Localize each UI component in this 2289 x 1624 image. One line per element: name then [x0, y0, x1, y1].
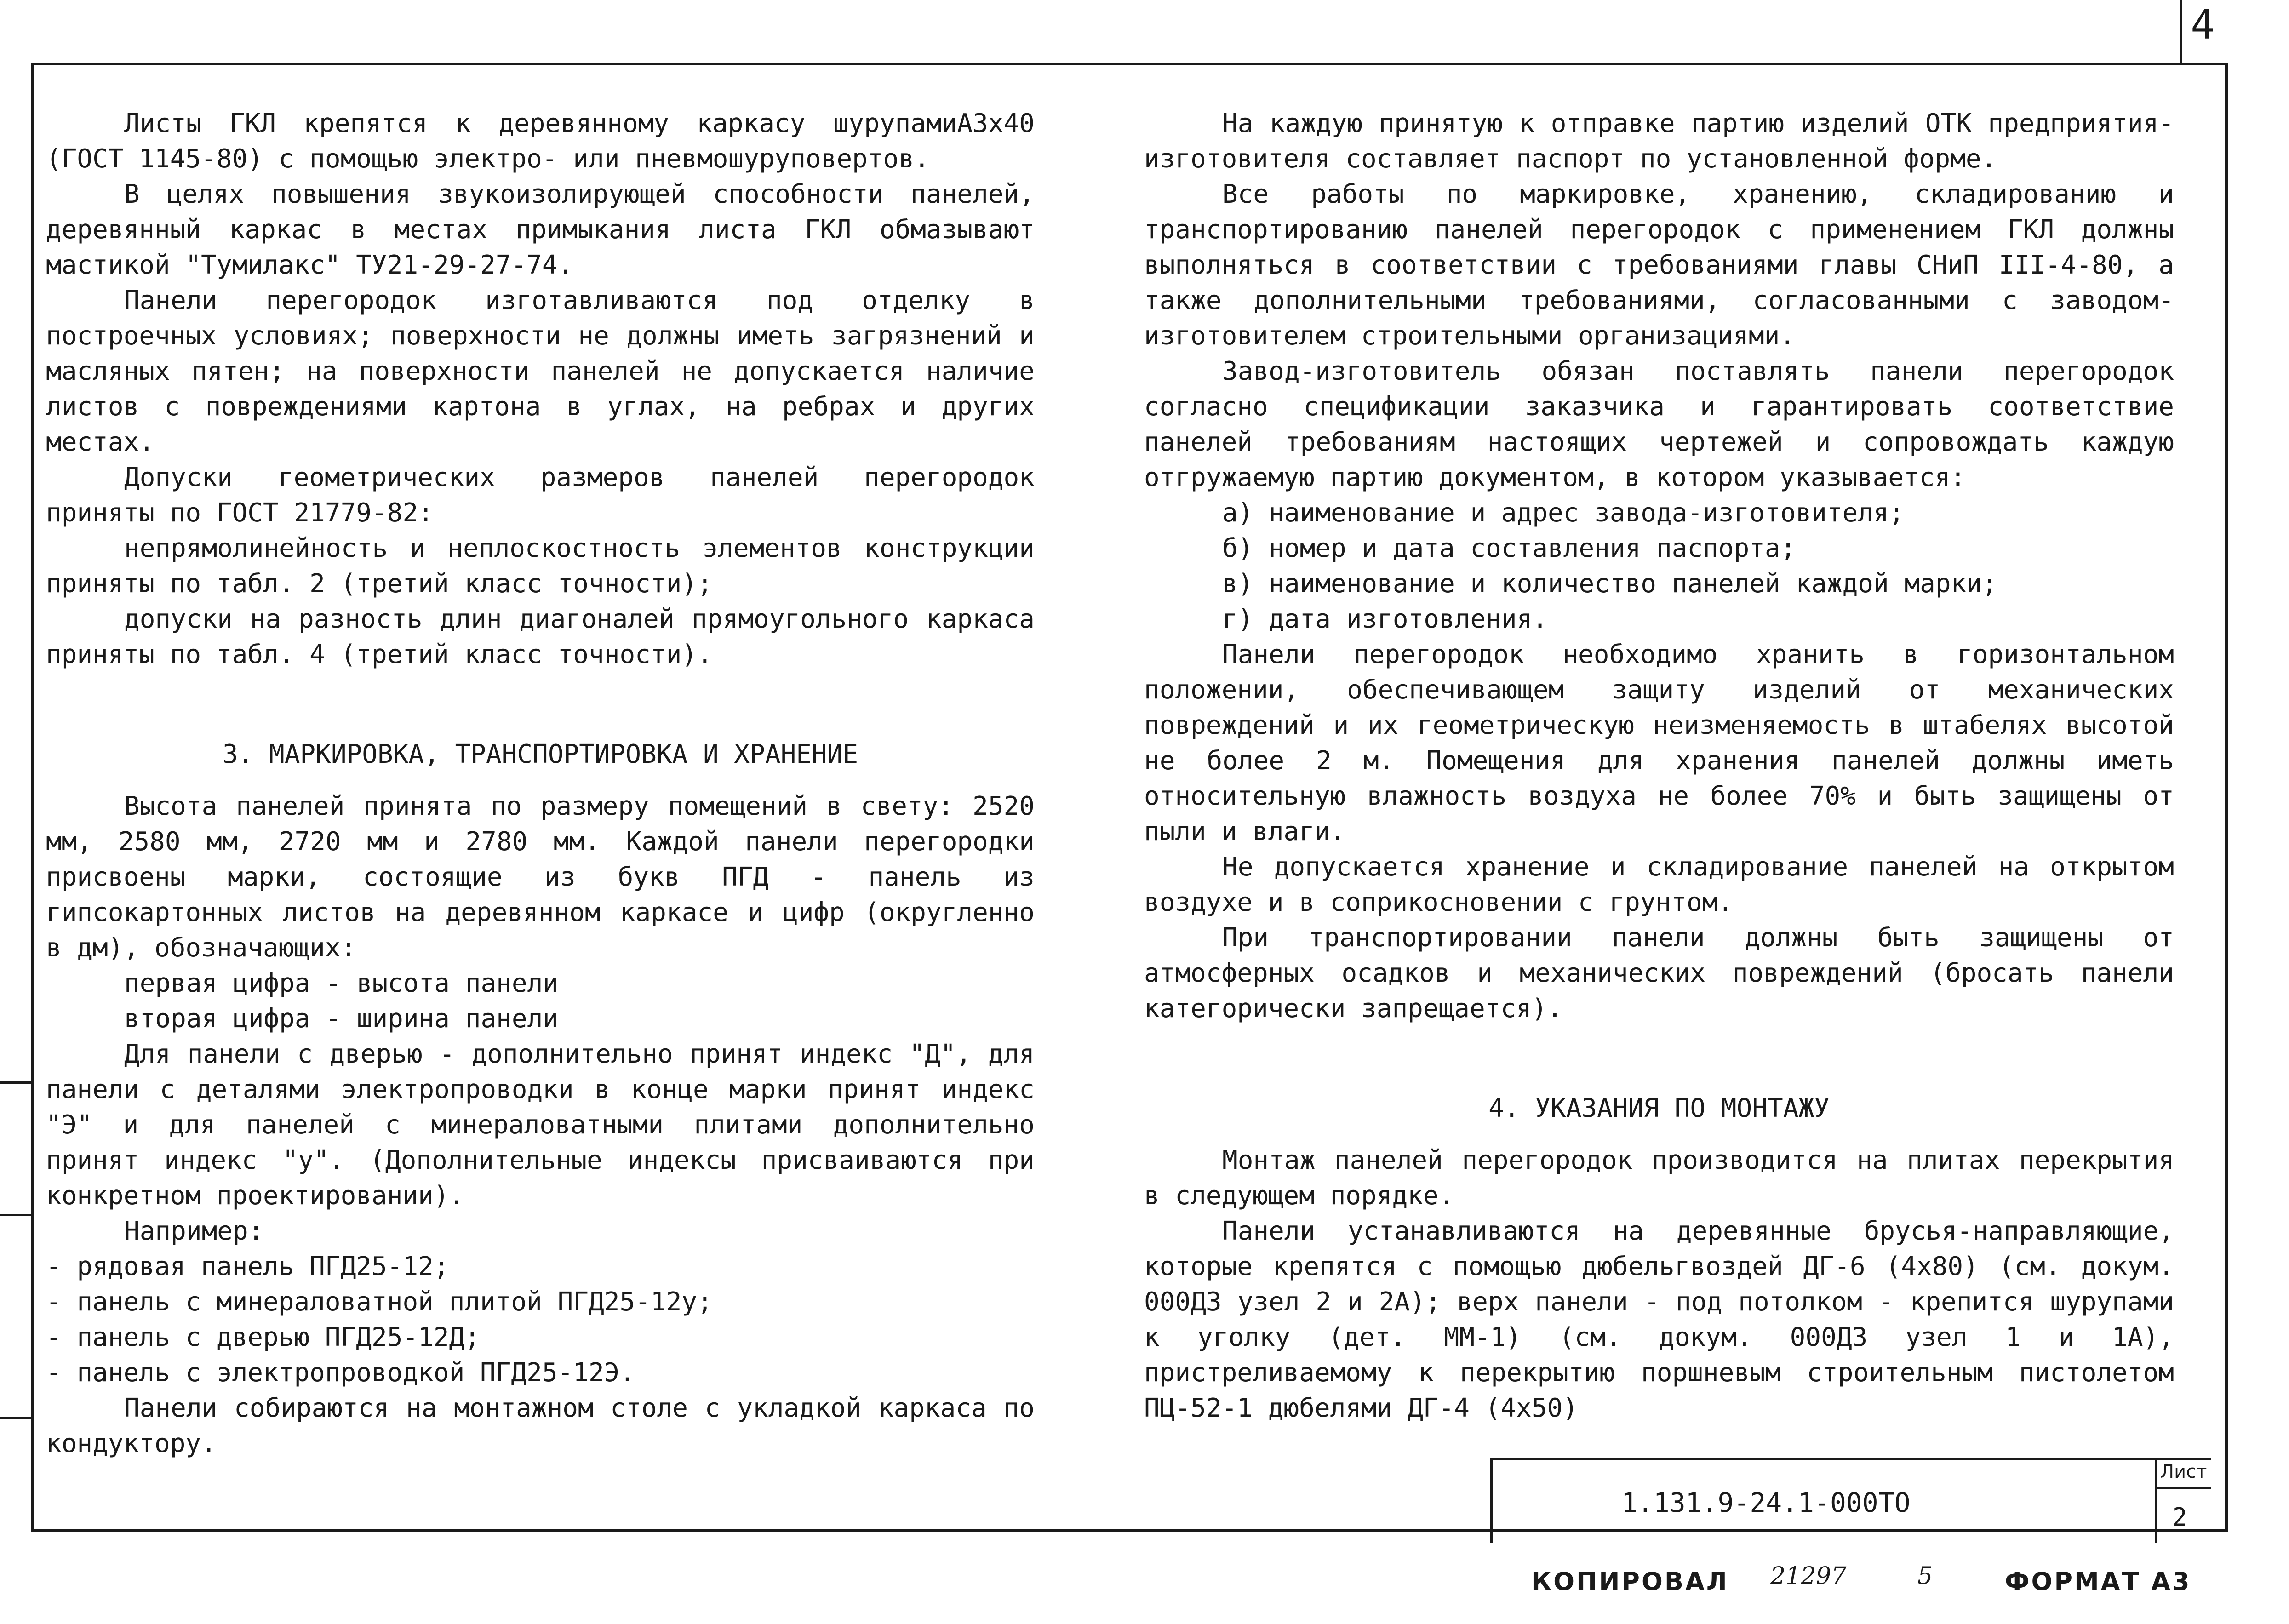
section-3-heading: 3. МАРКИРОВКА, ТРАНСПОРТИРОВКА И ХРАНЕНИЕ	[222, 739, 858, 769]
paragraph: На каждую принятую к отправке партию изделий ОТК предприятия-изготовителя составляет паспорт по установленной форме.	[1144, 109, 2174, 174]
list-item: - панель с электропроводкой ПГД25-12Э.	[46, 1358, 635, 1388]
copied-label: КОПИРОВАЛ	[1531, 1567, 1729, 1596]
sheet-cell	[2155, 1460, 2211, 1543]
binding-mark	[0, 1214, 31, 1216]
document-code: 1.131.9-24.1-000ТО	[1621, 1487, 1911, 1518]
paragraph: В целях повышения звукоизолирующей способности панелей, деревянный каркас в местах примыкания листа ГКЛ обмазывают мастикой "Тумилакс" ТУ21-29-27-74.	[46, 179, 1035, 280]
handwritten-digit: 5	[1917, 1562, 1933, 1590]
paragraph: Допуски геометрических размеров панелей перегородок приняты по ГОСТ 21779-82:	[46, 463, 1035, 528]
paragraph: Листы ГКЛ крепятся к деревянному каркасу шурупамиА3х40 (ГОСТ 1145-80) с помощью электро- или пневмошуруповертов.	[46, 109, 1035, 174]
paragraph: Монтаж панелей перегородок производится на плитах перекрытия в следующем порядке.	[1144, 1145, 2174, 1211]
binding-mark	[0, 1081, 31, 1084]
left-column	[46, 106, 1035, 1461]
list-item: - рядовая панель ПГД25-12;	[46, 1252, 449, 1281]
sheet-label: Лист	[2160, 1461, 2207, 1482]
list-item: а) наименование и адрес завода-изготовителя;	[1222, 498, 1905, 528]
right-column	[1144, 106, 2174, 1426]
paragraph: допуски на разность длин диагоналей прямоугольного каркаса приняты по табл. 4 (третий класс точности).	[46, 604, 1035, 669]
list-item: в) наименование и количество панелей каждой марки;	[1222, 569, 1997, 599]
list-item: - панель с дверью ПГД25-12Д;	[46, 1322, 481, 1352]
title-block	[1490, 1458, 2211, 1543]
frame-left-edge	[31, 63, 34, 1529]
list-item: вторая цифра - ширина панели	[124, 1004, 559, 1034]
section-4-heading: 4. УКАЗАНИЯ ПО МОНТАЖУ	[1488, 1093, 1830, 1123]
sheet-number: 2	[2172, 1503, 2187, 1532]
paragraph: Панели перегородок изготавливаются под отделку в построечных условиях; поверхности не должны иметь загрязнений и масляных пятен; на поверхности панелей не допускается наличие листов с повреждениями картона в углах, на ребрах и других местах.	[46, 286, 1035, 457]
paragraph: Все работы по маркировке, хранению, складированию и транспортированию панелей перегородок с применением ГКЛ должны выполняться в соответствии с требованиями главы СНиП III-4-80, а также дополнительными требованиями, согласованными с заводом-изготовителем строительными организациями.	[1144, 179, 2174, 351]
paragraph: Для панели с дверью - дополнительно принят индекс "Д", для панели с деталями электропроводки в конце марки принят индекс "Э" и для панелей с минераловатными плитами дополнительно принят индекс "у". (Дополнительные индексы присваиваются при конкретном проектировании).	[46, 1039, 1035, 1211]
list-item: - панель с минераловатной плитой ПГД25-12у;	[46, 1287, 713, 1317]
paragraph: непрямолинейность и неплоскостность элементов конструкции приняты по табл. 2 (третий класс точности);	[46, 533, 1035, 599]
paragraph: Панели устанавливаются на деревянные брусья-направляющие, которые крепятся с помощью дюбельгвоздей ДГ-6 (4х80) (см. докум. 000Д3 узел 2 и 2А); верх панели - под потолком - крепится шурупами к уголку (дет. ММ-1) (см. докум. 000Д3 узел 1 и 1А), пристреливаемому к перекрытию поршневым строительным пистолетом ПЦ-52-1 дюбелями ДГ-4 (4х50)	[1144, 1216, 2174, 1423]
paragraph: Панели перегородок необходимо хранить в горизонтальном положении, обеспечивающем защиту изделий от механических повреждений и их геометрическую неизменяемость в штабелях высотой не более 2 м. Помещения для хранения панелей должны иметь относительную влажность воздуха не более 70% и быть защищены от пыли и влаги.	[1144, 640, 2174, 846]
sheet-cell-divider	[2157, 1487, 2211, 1489]
list-item: б) номер и дата составления паспорта;	[1222, 533, 1796, 563]
example-label: Например:	[124, 1216, 264, 1246]
handwritten-number: 21297	[1770, 1562, 1847, 1590]
format-label: ФОРМАТ А3	[2005, 1567, 2192, 1596]
paragraph: Панели собираются на монтажном столе с укладкой каркаса по кондуктору.	[46, 1393, 1035, 1458]
paragraph: Завод-изготовитель обязан поставлять панели перегородок согласно спецификации заказчика и гарантировать соответствие панелей требованиям настоящих чертежей и сопровождать каждую отгружаемую партию документом, в котором указывается:	[1144, 356, 2174, 492]
list-item: г) дата изготовления.	[1222, 604, 1548, 634]
paragraph: Не допускается хранение и складирование панелей на открытом воздухе и в соприкосновении с грунтом.	[1144, 852, 2174, 917]
paragraph: Высота панелей принята по размеру помещений в свету: 2520 мм, 2580 мм, 2720 мм и 2780 мм. Каждой панели перегородки присвоены марки, состоящие из букв ПГД - панель из гипсокартонных листов на деревянном каркасе и цифр (округленно в дм), обозначающих:	[46, 791, 1035, 963]
corner-divider	[2180, 0, 2182, 63]
paragraph: При транспортировании панели должны быть защищены от атмосферных осадков и механических повреждений (бросать панели категорически запрещается).	[1144, 923, 2174, 1024]
binding-mark	[0, 1417, 31, 1419]
corner-page-number: 4	[2191, 1, 2215, 48]
list-item: первая цифра - высота панели	[124, 968, 559, 998]
